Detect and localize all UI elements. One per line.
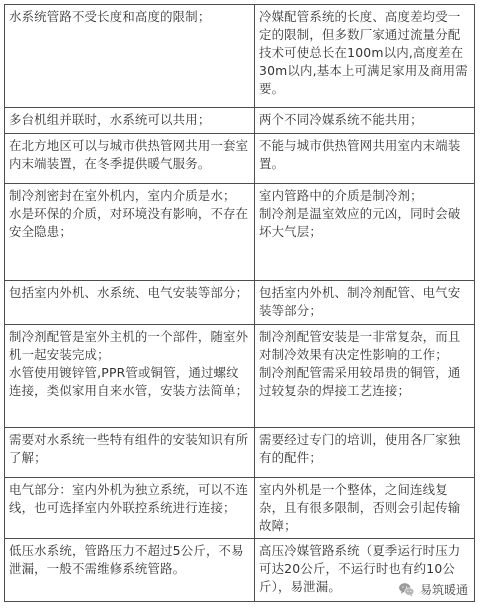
table-cell-refrigerant-system xyxy=(255,134,474,183)
cell-text: 室内管路中的介质是制冷剂； xyxy=(259,188,423,203)
cell-text: 水管使用镀锌管,PPR管或铜管，通过螺纹连接，类似家用自来水管，安装方法简单； xyxy=(9,365,249,398)
table-cell-water-system xyxy=(5,478,255,538)
table-row xyxy=(5,133,474,183)
cell-text: 多台机组并联时，水系统可以共用； xyxy=(9,112,211,127)
table-row xyxy=(5,107,474,133)
table-cell-water-system xyxy=(5,281,255,324)
table-cell-refrigerant-system xyxy=(255,5,474,107)
cell-text: 低压水系统，管路压力不超过5公斤，不易泄漏，一般不需维修系统管路。 xyxy=(9,543,244,576)
table-cell-refrigerant-system xyxy=(255,325,474,427)
table-cell-refrigerant-system xyxy=(255,428,474,477)
watermark-text: 易筑暖通 xyxy=(419,582,468,597)
table-cell-water-system xyxy=(5,325,255,427)
cell-text: 制冷剂配管需采用较昂贵的铜管，通过较复杂的焊接工艺连接； xyxy=(259,365,461,398)
cell-text: 水是环保的介质，对环境没有影响，不存在安全隐患； xyxy=(9,206,249,239)
table-row xyxy=(5,280,474,324)
table-cell-water-system xyxy=(5,134,255,183)
table-cell-water-system xyxy=(5,184,255,280)
cell-text: 冷媒配管系统的长度、高度差均受一定的限制，但多数厂家通过流量分配技术可使总长在100m以内,高度差在30m以内,基本上可满足家用及商用需要。 xyxy=(259,9,468,96)
cell-text: 在北方地区可以与城市供热管网共用一套室内末端装置，在冬季提供暖气服务。 xyxy=(9,138,249,171)
cell-text: 室内外机是一个整体，之间连线复杂，且有很多限制，否则会引起传输故障； xyxy=(259,482,461,533)
wechat-icon xyxy=(398,581,415,598)
table-row xyxy=(5,324,474,427)
cell-text: 制冷剂是温室效应的元凶，同时会破坏大气层； xyxy=(259,206,461,239)
watermark xyxy=(396,579,470,599)
cell-text: 包括室内外机、制冷剂配管、电气安装等部分； xyxy=(259,285,461,318)
table-row xyxy=(5,5,474,107)
cell-text: 高压冷媒管路系统（夏季运行时压力可达20公斤，不运行时也有约10公斤），易泄漏。 xyxy=(259,543,461,594)
cell-text: 需要对水系统一些特有组件的安装知识有所了解； xyxy=(9,432,249,465)
table-row xyxy=(5,477,474,538)
cell-text: 电气部分：室内外机为独立系统，可以不连线，也可选择室内外联控系统进行连接； xyxy=(9,482,249,515)
cell-text: 制冷剂配管安装是一非常复杂，而且对制冷效果有决定性影响的工作； xyxy=(259,329,461,362)
table-cell-water-system xyxy=(5,539,255,601)
cell-text: 水系统管路不受长度和高度的限制； xyxy=(9,9,211,24)
cell-text: 需要经过专门的培训，使用各厂家独有的配件； xyxy=(259,432,461,465)
table-cell-water-system xyxy=(5,428,255,477)
cell-text: 包括室内外机、水系统、电气安装等部分； xyxy=(9,285,249,300)
comparison-table xyxy=(4,4,475,602)
table-row xyxy=(5,183,474,280)
table-cell-refrigerant-system xyxy=(255,478,474,538)
cell-text: 制冷剂配管是室外主机的一个部件，随室外机一起安装完成； xyxy=(9,329,249,362)
table-cell-refrigerant-system xyxy=(255,184,474,280)
table-cell-water-system xyxy=(5,5,255,107)
cell-text: 制冷剂密封在室外机内，室内介质是水； xyxy=(9,188,236,203)
table-cell-refrigerant-system xyxy=(255,108,474,133)
table-cell-water-system xyxy=(5,108,255,133)
cell-text: 两个不同冷媒系统不能共用； xyxy=(259,112,423,127)
cell-text: 不能与城市供热管网共用室内末端装置。 xyxy=(259,138,461,171)
table-row xyxy=(5,427,474,477)
table-cell-refrigerant-system xyxy=(255,281,474,324)
